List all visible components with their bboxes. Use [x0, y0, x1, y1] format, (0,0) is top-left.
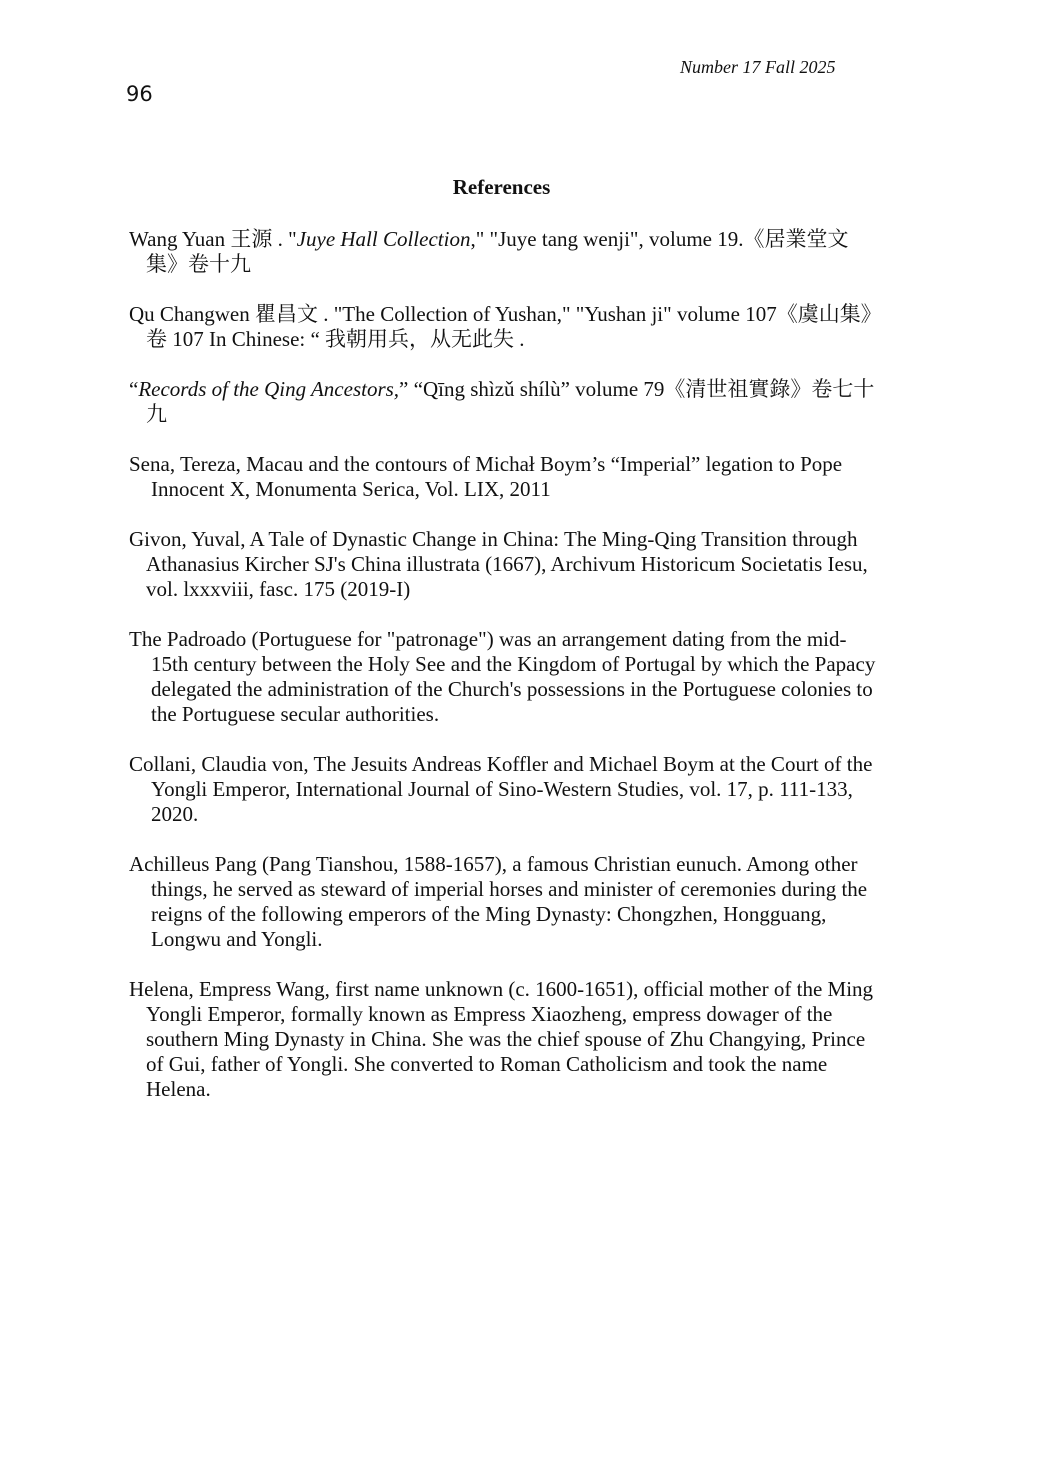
- reference-text: ," "Juye tang wenji", volume 19.《居業堂文集》卷十九: [146, 227, 849, 276]
- reference-text: Collani, Claudia von, The Jesuits Andreas Koffler and Michael Boym at the Court of the Yongli Emperor, International Journal of Sino-Western Studies, vol. 17, p. 111-133, 2020.: [129, 752, 873, 826]
- reference-entry-wang-yuan: [129, 227, 879, 277]
- reference-entry-helena: [129, 977, 879, 1102]
- reference-text: Helena, Empress Wang, first name unknown (c. 1600-1651), official mother of the Ming Yongli Emperor, formally known as Empress Xiaozheng, empress dowager of the southern Ming Dynasty in China. She was the chief spouse of Zhu Changying, Prince of Gui, father of Yongli. She converted to Roman Catholicism and took the name Helena.: [129, 977, 874, 1101]
- reference-entry-achilleus-pang: [129, 852, 879, 952]
- reference-entry-qing-ancestors: [129, 377, 879, 427]
- reference-list: [129, 227, 879, 1127]
- journal-issue-header: Number 17 Fall 2025: [680, 57, 836, 77]
- page-number: 96: [126, 82, 153, 106]
- reference-entry-qu-changwen: [129, 302, 879, 352]
- reference-text: Givon, Yuval, A Tale of Dynastic Change in China: The Ming-Qing Transition through Athanasius Kircher SJ's China illustrata (1667), Archivum Historicum Societatis Iesu, vol. lxxxviii, fasc. 175 (2019-I): [129, 527, 868, 601]
- reference-text: The Padroado (Portuguese for "patronage") was an arrangement dating from the mid-15th century between the Holy See and the Kingdom of Portugal by which the Papacy delegated the administration of the Church's possessions in the Portuguese colonies to the Portuguese secular authorities.: [129, 627, 876, 726]
- reference-text: ” “Qīng shìzǔ shílù” volume 79《清世祖實錄》卷七十九: [146, 377, 875, 426]
- reference-text: Wang Yuan 王源 . ": [129, 227, 297, 251]
- reference-entry-sena: [129, 452, 879, 502]
- reference-entry-givon: [129, 527, 879, 602]
- reference-italic-title: Juye Hall Collection: [296, 227, 471, 251]
- reference-italic-title: Records of the Qing Ancestors,: [138, 377, 400, 401]
- reference-text: Achilleus Pang (Pang Tianshou, 1588-1657), a famous Christian eunuch. Among other things, he served as steward of imperial horses and minister of ceremonies during the reigns of the following emperors of the Ming Dynasty: Chongzhen, Hongguang, Longwu and Yongli.: [129, 852, 868, 951]
- reference-text: Qu Changwen 瞿昌文 . "The Collection of Yushan," "Yushan ji" volume 107《虞山集》卷 107 In Chinese: “ 我朝用兵，从无此失 .: [129, 302, 872, 351]
- reference-entry-collani: [129, 752, 879, 827]
- references-heading: References: [452, 175, 551, 199]
- reference-entry-padroado: [129, 627, 879, 727]
- reference-text: Sena, Tereza, Macau and the contours of Michał Boym’s “Imperial” legation to Pope Innocent X, Monumenta Serica, Vol. LIX, 2011: [129, 452, 843, 501]
- reference-text: “: [129, 377, 139, 401]
